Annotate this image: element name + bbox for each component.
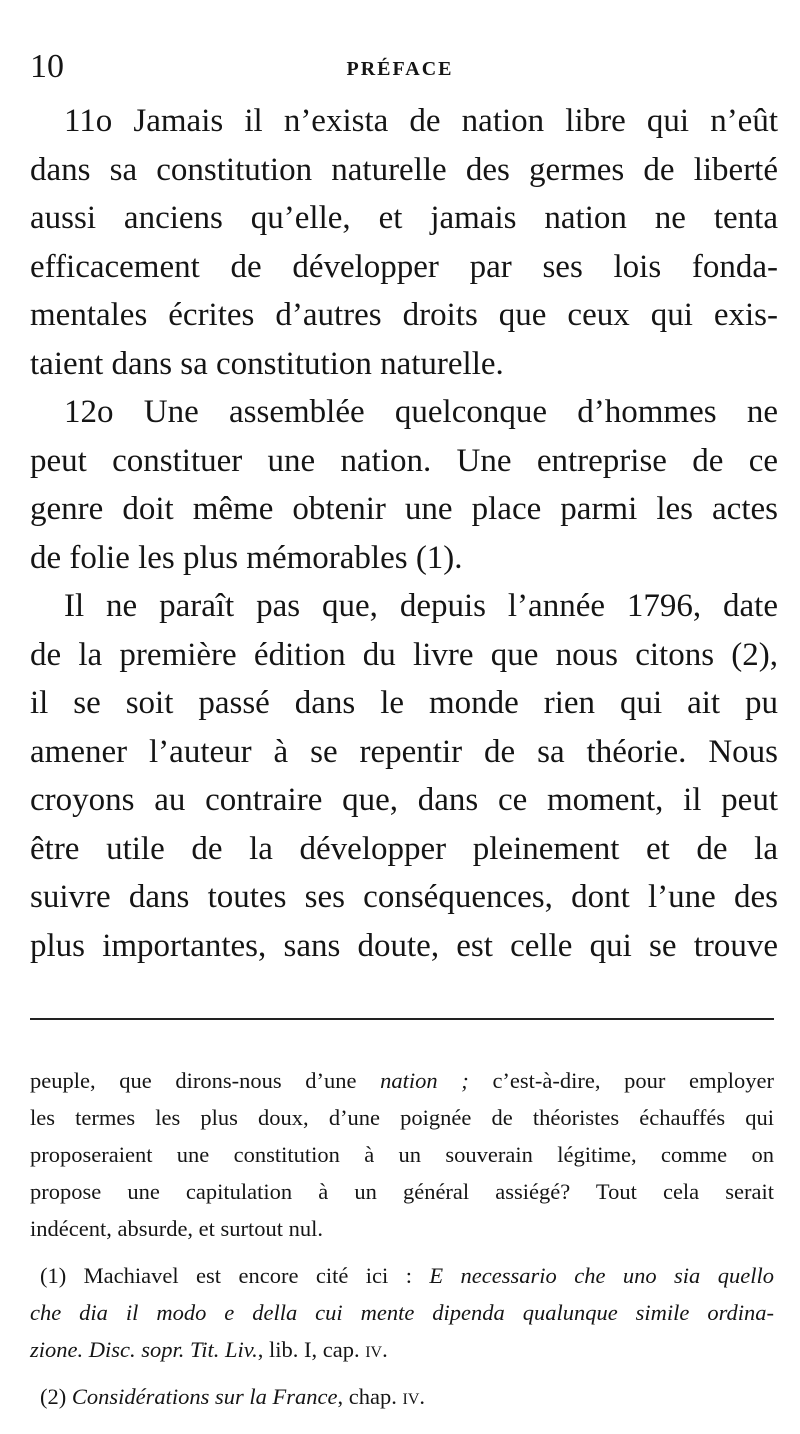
text-line: efficacement de développer par ses lois fonda-	[30, 248, 778, 285]
text-line: suivre dans toutes ses conséquences, dont l’une des	[30, 879, 778, 915]
footnotes	[30, 1062, 774, 1415]
footnote-italic: zione. Disc. sopr. Tit. Liv.	[30, 1337, 258, 1362]
footnote-line	[30, 1331, 774, 1368]
text-line: amener l’auteur à se repentir de sa théorie. Nous	[30, 733, 778, 770]
footnote-italic: E necessario che uno sia quello	[429, 1263, 774, 1288]
footnote-line: propose une capitulation à un général assiégé? Tout cela serait	[30, 1179, 774, 1204]
footnote-italic: Considérations sur la France	[71, 1384, 338, 1409]
footnote-marker: (1)	[40, 1263, 84, 1288]
footnote-line: che dia il modo e della cui mente dipenda qualunque simile ordina-	[30, 1300, 774, 1325]
footnote-2	[30, 1378, 774, 1415]
footnote-text: .	[382, 1337, 388, 1362]
text-line: Il ne paraît pas que, depuis l’année 1796, date	[64, 588, 778, 624]
footnote-1	[30, 1257, 774, 1294]
text-line: il se soit passé dans le monde rien qui ait pu	[30, 685, 778, 721]
text-line: être utile de la développer pleinement et de la	[30, 830, 778, 867]
footnote-divider	[30, 1018, 774, 1020]
footnote-text: , chap.	[337, 1384, 403, 1409]
text-line: plus importantes, sans doute, est celle qui se trouve	[30, 927, 778, 964]
text-line: aussi anciens qu’elle, et jamais nation ne tenta	[30, 200, 778, 236]
footnote-line: indécent, absurde, et surtout nul.	[30, 1216, 324, 1241]
page-number: 10	[30, 48, 64, 85]
footnote-line: proposeraient une constitution à un souverain légitime, comme on	[30, 1142, 774, 1167]
footnote-text: c’est-à-dire, pour employer	[468, 1068, 774, 1093]
text-line: 11o Jamais il n’exista de nation libre qui n’eût	[64, 103, 778, 139]
footnote-line	[30, 1062, 774, 1099]
body-text	[30, 97, 778, 970]
text-line: dans sa constitution naturelle des germes de liberté	[30, 151, 778, 188]
footnote-roman-numeral: iv	[365, 1337, 383, 1362]
text-line: genre doit même obtenir une place parmi les actes	[30, 491, 778, 527]
text-line: peut constituer une nation. Une entreprise de ce	[30, 442, 778, 479]
text-line: de la première édition du livre que nous citons (2),	[30, 636, 778, 673]
text-line: taient dans sa constitution naturelle.	[30, 345, 504, 382]
running-title: PRÉFACE	[346, 58, 454, 80]
text-line: de folie les plus mémorables (1).	[30, 539, 463, 576]
text-line: croyons au contraire que, dans ce moment, il peut	[30, 782, 778, 818]
text-line: mentales écrites d’autres droits que ceux qui exis-	[30, 297, 778, 333]
footnote-line: les termes les plus doux, d’une poignée de théoristes échauffés qui	[30, 1105, 774, 1130]
footnote-italic: nation ;	[380, 1068, 469, 1093]
text-line: 12o Une assemblée quelconque d’hommes ne	[64, 394, 778, 430]
footnote-marker: (2)	[40, 1384, 72, 1409]
footnote-text: , lib. I, cap.	[257, 1337, 366, 1362]
footnote-text: Machiavel est encore cité ici :	[83, 1263, 430, 1288]
footnote-text: .	[419, 1384, 426, 1409]
footnote-roman-numeral: iv	[402, 1384, 420, 1409]
footnote-text: peuple, que dirons-nous d’une	[30, 1068, 381, 1093]
